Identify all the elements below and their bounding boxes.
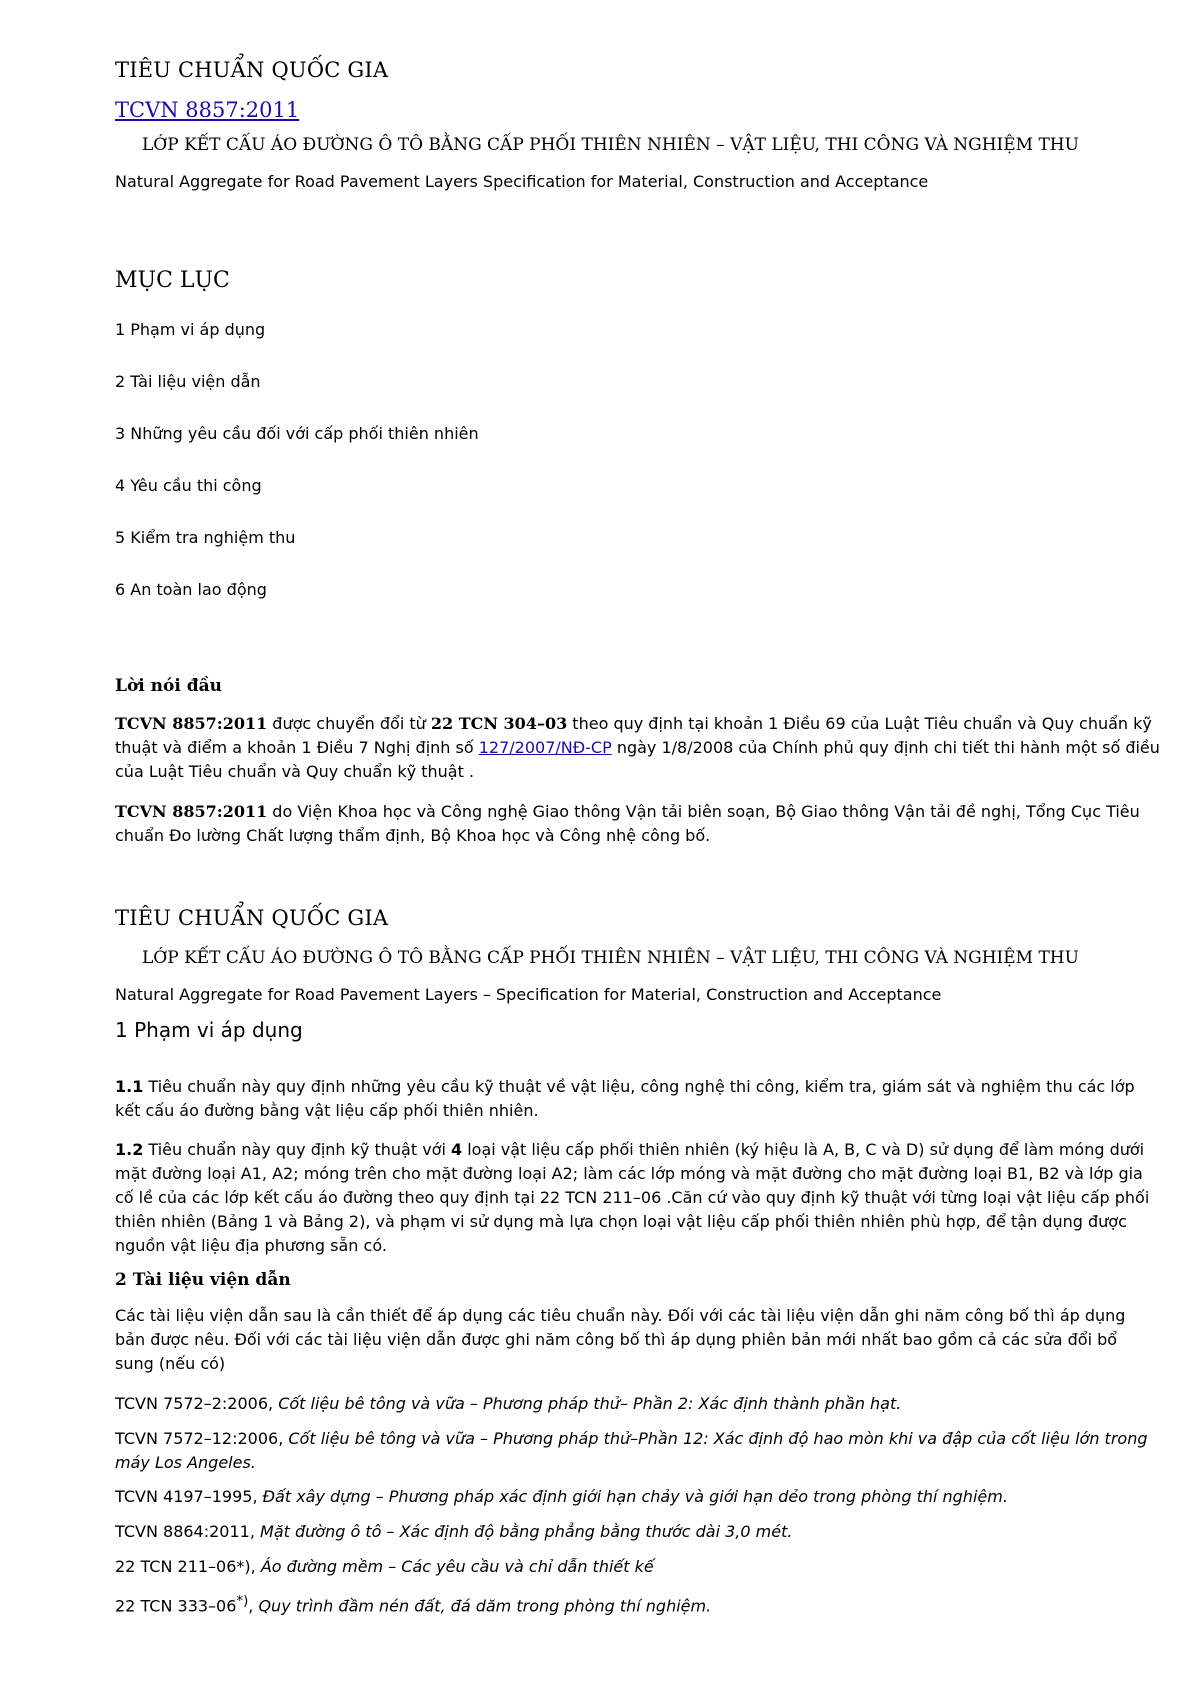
toc-item-3[interactable]: 3 Những yêu cầu đối với cấp phối thiên nhiên (115, 424, 479, 443)
standard-title-vi: LỚP KẾT CẤU ÁO ĐƯỜNG Ô TÔ BẰNG CẤP PHỐI THIÊN NHIÊN – VẬT LIỆU, THI CÔNG VÀ NGHIỆM THU (142, 135, 1079, 155)
section-2-intro: Các tài liệu viện dẫn sau là cần thiết để áp dụng các tiêu chuẩn này. Đối với các tài liệu viện dẫn ghi năm công bố thì áp dụng bản được nêu. Đối với các tài liệu viện dẫn được ghi năm công bố thì áp dụng phiên bản mới nhất bao gồm cả các sửa đổi bổ sung (nếu có) (115, 1306, 1126, 1373)
body-title-en: Natural Aggregate for Road Pavement Layers – Specification for Material, Construction and Acceptance (115, 985, 942, 1004)
toc-heading: MỤC LỤC (115, 268, 230, 293)
section-1-heading: 1 Phạm vi áp dụng (115, 1018, 303, 1042)
toc-item-4[interactable]: 4 Yêu cầu thi công (115, 476, 262, 495)
old-standard-code: 22 TCN 304–03 (430, 714, 568, 733)
reference-item: TCVN 7572–12:2006, Cốt liệu bê tông và vữa – Phương pháp thử–Phần 12: Xác định độ hao mòn khi va đập của cốt liệu lớn trong máy Los Angeles. (115, 1429, 1148, 1472)
body-title-vi: LỚP KẾT CẤU ÁO ĐƯỜNG Ô TÔ BẰNG CẤP PHỐI THIÊN NHIÊN – VẬT LIỆU, THI CÔNG VÀ NGHIỆM THU (142, 948, 1079, 968)
national-standard-heading: TIÊU CHUẨN QUỐC GIA (115, 58, 389, 82)
foreword-paragraph-2: TCVN 8857:2011 do Viện Khoa học và Công nghệ Giao thông Vận tải biên soạn, Bộ Giao thông Vận tải đề nghị, Tổng Cục Tiêu chuẩn Đo lường Chất lượng thẩm định, Bộ Khoa học và Công nhệ công bố. (115, 802, 1140, 845)
clause-number: 1.1 (115, 1077, 144, 1096)
standard-code-link[interactable]: TCVN 8857:2011 (115, 98, 300, 122)
toc-item-2[interactable]: 2 Tài liệu viện dẫn (115, 372, 261, 391)
clause-number: 1.2 (115, 1140, 144, 1159)
reference-item: TCVN 8864:2011, Mặt đường ô tô – Xác định độ bằng phẳng bằng thước dài 3,0 mét. (115, 1522, 793, 1541)
section-1-2-paragraph: 1.2 Tiêu chuẩn này quy định kỹ thuật với 4 loại vật liệu cấp phối thiên nhiên (ký hiệu là A, B, C và D) sử dụng để làm móng dưới mặt đường loại A1, A2; móng trên cho mặt đường loại A2; làm các lớp móng và mặt đường cho mặt đường loại B1, B2 và lớp gia cố lề của các lớp kết cấu áo đường theo quy định tại 22 TCN 211–06 .Căn cứ vào quy định kỹ thuật với từng loại vật liệu cấp phối thiên nhiên (Bảng 1 và Bảng 2), và phạm vi sử dụng mà lựa chọn loại vật liệu cấp phối thiên nhiên phù hợp, để tận dụng được nguồn vật liệu địa phương sẵn có. (115, 1140, 1150, 1255)
decree-link[interactable]: 127/2007/NĐ-CP (478, 738, 612, 757)
reference-item: TCVN 4197–1995, Đất xây dựng – Phương pháp xác định giới hạn chảy và giới hạn dẻo trong phòng thí nghiệm. (115, 1487, 1008, 1506)
section-2-heading: 2 Tài liệu viện dẫn (115, 1270, 291, 1290)
standard-title-en: Natural Aggregate for Road Pavement Layers Specification for Material, Construction and Acceptance (115, 172, 929, 191)
standard-code: TCVN 8857:2011 (115, 802, 268, 821)
reference-item: TCVN 7572–2:2006, Cốt liệu bê tông và vữa – Phương pháp thử– Phần 2: Xác định thành phần hạt. (115, 1394, 902, 1413)
reference-item: 22 TCN 211–06*), Áo đường mềm – Các yêu cầu và chỉ dẫn thiết kế (115, 1557, 654, 1576)
foreword-heading: Lời nói đầu (115, 676, 223, 696)
toc-item-6[interactable]: 6 An toàn lao động (115, 580, 267, 599)
section-1-1-paragraph: 1.1 Tiêu chuẩn này quy định những yêu cầu kỹ thuật về vật liệu, công nghệ thi công, kiểm tra, giám sát và nghiệm thu các lớp kết cấu áo đường bằng vật liệu cấp phối thiên nhiên. (115, 1077, 1135, 1120)
foreword-paragraph-1: TCVN 8857:2011 được chuyển đổi từ 22 TCN 304–03 theo quy định tại khoản 1 Điều 69 của Luật Tiêu chuẩn và Quy chuẩn kỹ thuật và điểm a khoản 1 Điều 7 Nghị định số 127/2007/NĐ-CP ngày 1/8/2008 của Chính phủ quy định chi tiết thi hành một số điều của Luật Tiêu chuẩn và Quy chuẩn kỹ thuật . (115, 714, 1160, 781)
toc-item-1[interactable]: 1 Phạm vi áp dụng (115, 320, 266, 339)
reference-item: 22 TCN 333–06*), Quy trình đầm nén đất, đá dăm trong phòng thí nghiệm. (115, 1594, 712, 1616)
body-national-standard-heading: TIÊU CHUẨN QUỐC GIA (115, 906, 389, 930)
toc-item-5[interactable]: 5 Kiểm tra nghiệm thu (115, 528, 296, 547)
standard-code: TCVN 8857:2011 (115, 714, 268, 733)
